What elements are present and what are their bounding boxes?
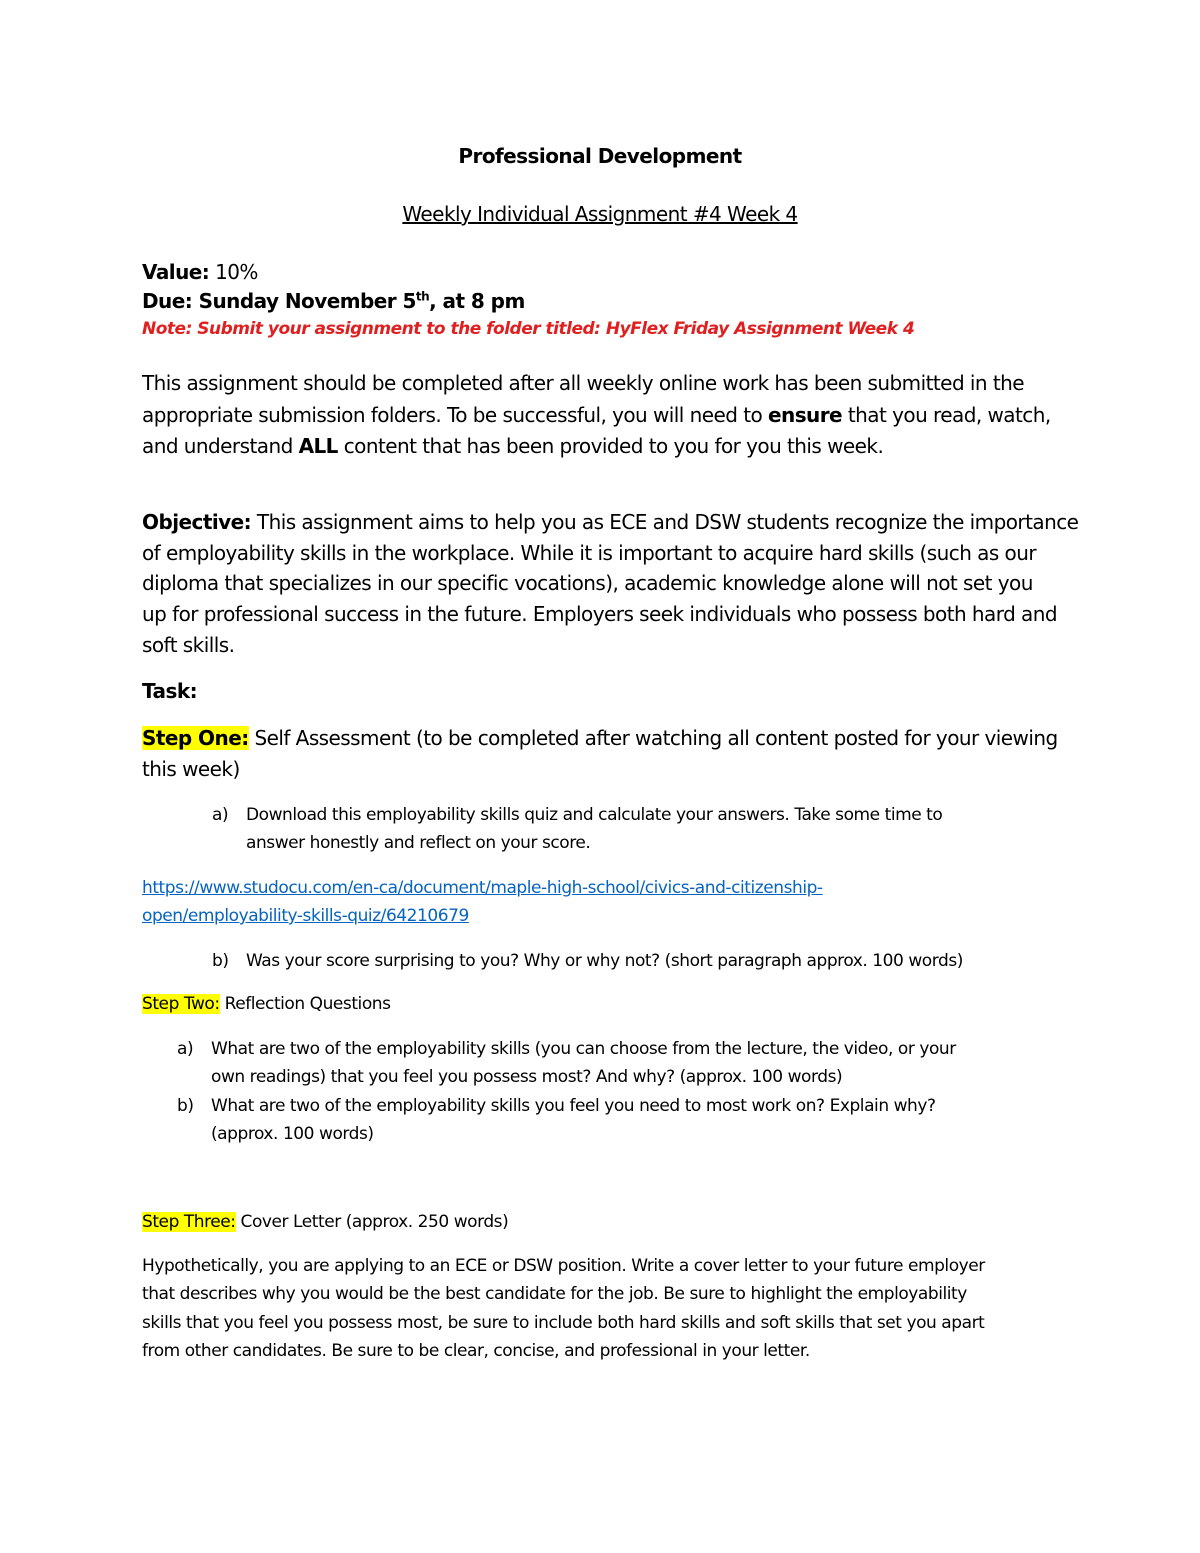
- objective-line-2: of employability skills in the workplace. While it is important to acquire hard skills (such as our: [142, 541, 1037, 565]
- step-two-item-a-cont: own readings) that you feel you possess most? And why? (approx. 100 words): [211, 1067, 843, 1087]
- objective-line-5: soft skills.: [142, 633, 235, 657]
- intro-line-1: This assignment should be completed after all weekly online work has been submitted in the: [142, 371, 1025, 395]
- step-three-label: Step Three:: [142, 1212, 236, 1232]
- intro-line-2: appropriate submission folders. To be successful, you will need to ensure that you read, watch,: [142, 403, 1051, 427]
- step-one-item-b: b) Was your score surprising to you? Why or why not? (short paragraph approx. 100 words): [212, 951, 963, 971]
- step-one-line-1: Step One: Self Assessment (to be completed after watching all content posted for your viewing: [142, 726, 1058, 750]
- quiz-link-line-2[interactable]: [142, 902, 469, 930]
- assignment-subtitle: Weekly Individual Assignment #4 Week 4: [402, 202, 798, 226]
- step-one-line-2: this week): [142, 757, 240, 781]
- objective-line-4: up for professional success in the future. Employers seek individuals who possess both hard and: [142, 602, 1058, 626]
- step-two-item-b: b) What are two of the employability skills you feel you need to most work on? Explain why?: [177, 1096, 936, 1116]
- step-three-heading: Step Three: Cover Letter (approx. 250 words): [142, 1212, 509, 1232]
- step-three-line-3: skills that you feel you possess most, be sure to include both hard skills and soft skills that set you apart: [142, 1313, 985, 1333]
- step-one-item-a: a) Download this employability skills quiz and calculate your answers. Take some time to: [212, 805, 943, 825]
- step-three-line-4: from other candidates. Be sure to be clear, concise, and professional in your letter.: [142, 1341, 810, 1361]
- step-three-line-1: Hypothetically, you are applying to an ECE or DSW position. Write a cover letter to your future employer: [142, 1256, 985, 1276]
- step-two-heading: Step Two: Reflection Questions: [142, 994, 391, 1014]
- quiz-link-cont[interactable]: open/employability-skills-quiz/64210679: [142, 906, 469, 926]
- due-line: Due: Sunday November 5th, at 8 pm: [142, 289, 525, 313]
- task-heading: Task:: [142, 679, 198, 703]
- quiz-link[interactable]: https://www.studocu.com/en-ca/document/maple-high-school/civics-and-citizenship-: [142, 878, 823, 898]
- step-one-item-a-cont: answer honestly and reflect on your score.: [246, 833, 591, 853]
- quiz-link-line-1[interactable]: [142, 874, 823, 902]
- step-two-item-b-cont: (approx. 100 words): [211, 1124, 374, 1144]
- objective-line-1: Objective: This assignment aims to help you as ECE and DSW students recognize the importance: [142, 510, 1079, 534]
- value-line: Value: 10%: [142, 260, 258, 284]
- submission-note: Note: Submit your assignment to the folder titled: HyFlex Friday Assignment Week 4: [142, 319, 915, 339]
- step-one-label: Step One:: [142, 726, 249, 750]
- page-title: Professional Development: [458, 144, 742, 168]
- objective-line-3: diploma that specializes in our specific vocations), academic knowledge alone will not set you: [142, 571, 1033, 595]
- intro-line-3: and understand ALL content that has been provided to you for you this week.: [142, 434, 884, 458]
- step-three-line-2: that describes why you would be the best candidate for the job. Be sure to highlight the employability: [142, 1284, 967, 1304]
- step-two-item-a: a) What are two of the employability skills (you can choose from the lecture, the video, or your: [177, 1039, 956, 1059]
- step-two-label: Step Two:: [142, 994, 220, 1014]
